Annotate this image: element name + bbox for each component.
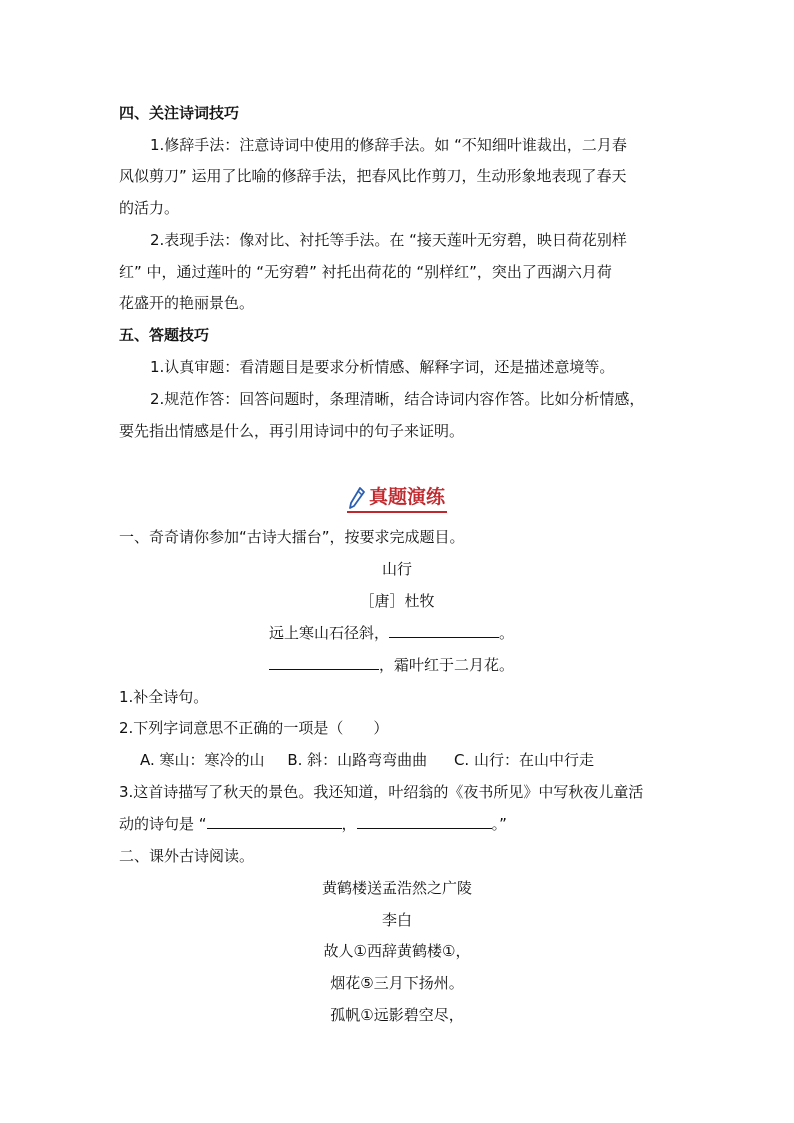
tip-2-line-2: 红” 中，通过莲叶的 “无穷碧” 衬托出荷花的 “别样红”，突出了西湖六月荷 — [119, 263, 612, 281]
poem-2-line-1: 故人①西辞黄鹤楼①， — [323, 942, 471, 960]
tip-2-line-3: 花盛开的艳丽景色。 — [119, 294, 255, 312]
answer-blank-3[interactable] — [207, 814, 342, 829]
poem-1-line-1 — [269, 623, 514, 643]
poem-2-title: 黄鹤楼送孟浩然之广陵 — [321, 879, 472, 897]
question-1-intro: 一、奇奇请你参加“古诗大擂台”，按要求完成题目。 — [119, 528, 465, 546]
question-1-2: 2.下列字词意思不正确的一项是（ ） — [119, 719, 389, 737]
section-heading-5: 五、答题技巧 — [119, 326, 210, 344]
tip-1-line-2: 风似剪刀” 运用了比喻的修辞手法，把春风比作剪刀，生动形象地表现了春天 — [119, 167, 627, 185]
question-1-3-line-2 — [119, 814, 507, 834]
poem-2-line-2: 烟花⑤三月下扬州。 — [330, 974, 464, 992]
option-a[interactable]: A. 寒山：寒冷的山 — [140, 751, 265, 769]
poem-1-title: 山行 — [381, 560, 412, 578]
poem-1-author: ［唐］杜牧 — [359, 592, 435, 610]
poem-1-line-2 — [269, 655, 514, 675]
question-1-3-line-1: 3.这首诗描写了秋天的景色。我还知道，叶绍翁的《夜书所见》中写秋夜儿童活 — [119, 783, 644, 801]
question-1-3-start: 动的诗句是 “ — [119, 815, 207, 833]
poem-1-line-2-text: ，霜叶红于二月花。 — [379, 656, 515, 674]
answer-tip-2-line-1: 2.规范作答：回答问题时，条理清晰，结合诗词内容作答。比如分析情感， — [150, 390, 645, 408]
poem-2-line-3: 孤帆①远影碧空尽， — [330, 1006, 464, 1024]
question-1-3-end: 。” — [491, 815, 507, 833]
pencil-icon — [349, 487, 365, 509]
section-heading-4: 四、关注诗词技巧 — [119, 104, 240, 122]
option-b[interactable]: B. 斜：山路弯弯曲曲 — [287, 751, 428, 769]
question-2-intro: 二、课外古诗阅读。 — [119, 847, 255, 865]
answer-blank-2[interactable] — [269, 655, 379, 670]
answer-tip-2-line-2: 要先指出情感是什么，再引用诗词中的句子来证明。 — [119, 422, 465, 440]
answer-blank-4[interactable] — [357, 814, 492, 829]
tip-1-line-3: 的活力。 — [119, 199, 180, 217]
question-1-1: 1.补全诗句。 — [119, 688, 209, 706]
question-1-2-options — [140, 750, 594, 770]
practice-title-text: 真题演练 — [368, 486, 445, 508]
answer-blank-1[interactable] — [389, 623, 499, 638]
answer-tip-1: 1.认真审题：看清题目是要求分析情感、解释字词，还是描述意境等。 — [150, 358, 615, 376]
poem-1-line-1-text: 远上寒山石径斜， — [269, 624, 390, 642]
option-c[interactable]: C. 山行：在山中行走 — [453, 751, 594, 769]
practice-title-block — [0, 484, 794, 513]
tip-1-line-1: 1.修辞手法：注意诗词中使用的修辞手法。如 “不知细叶谁裁出，二月春 — [150, 136, 627, 154]
question-1-3-sep: ， — [341, 815, 357, 833]
poem-1-line-1-end: 。 — [499, 624, 515, 642]
practice-title — [347, 484, 447, 513]
poem-2-author: 李白 — [381, 911, 412, 929]
tip-2-line-1: 2.表现手法：像对比、衬托等手法。在 “接天莲叶无穷碧，映日荷花别样 — [150, 231, 627, 249]
